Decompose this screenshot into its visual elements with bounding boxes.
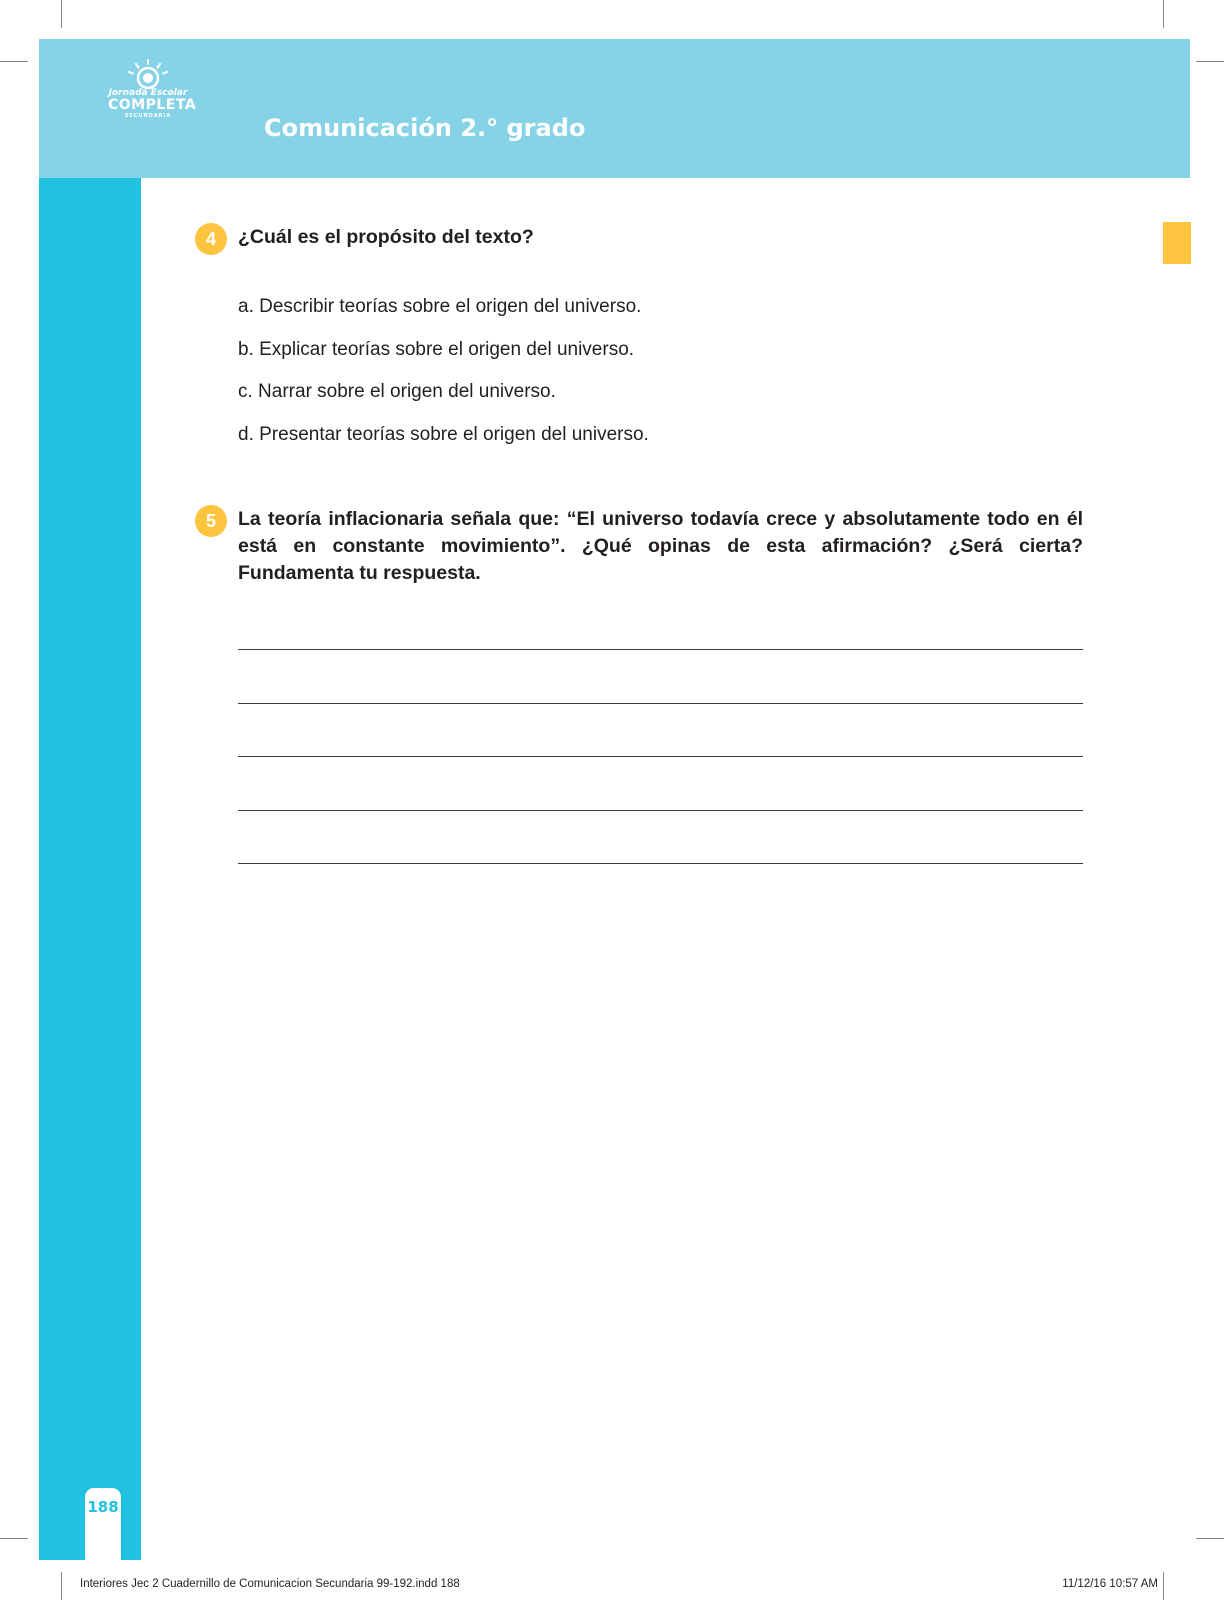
logo-text-completa: COMPLETA [108, 97, 197, 113]
option-b: b. Explicar teorías sobre el origen del universo. [238, 338, 635, 360]
answer-line[interactable] [238, 810, 1083, 811]
crop-mark-bottom-left [61, 1572, 62, 1600]
section-marker [1163, 222, 1191, 264]
left-sidebar-band [39, 178, 141, 1560]
question-number-badge: 5 [195, 505, 227, 537]
option-d: d. Presentar teorías sobre el origen del universo. [238, 423, 649, 445]
crop-mark-left-bottom [0, 1538, 28, 1539]
page-number: 188 [87, 1498, 119, 1516]
option-c: c. Narrar sobre el origen del universo. [238, 381, 556, 402]
option-a: a. Describir teorías sobre el origen del universo. [238, 296, 642, 317]
print-slug-timestamp: 11/12/16 10:57 AM [1062, 1578, 1158, 1590]
header-band [39, 39, 1190, 178]
sun-icon [108, 58, 188, 92]
crop-mark-top-left [61, 0, 62, 28]
program-logo [108, 58, 197, 120]
page-title: Comunicación 2.° grado [264, 114, 586, 142]
crop-mark-top-right [1163, 0, 1164, 28]
answer-line[interactable] [238, 703, 1083, 704]
crop-mark-bottom-right [1163, 1572, 1164, 1600]
question-4-text: ¿Cuál es el propósito del texto? [238, 226, 534, 248]
question-4-options [238, 294, 649, 464]
crop-mark-right-bottom [1196, 1538, 1224, 1539]
answer-line[interactable] [238, 756, 1083, 757]
question-number-badge: 4 [195, 223, 227, 255]
question-5-text: La teoría inflacionaria señala que: “El universo todavía crece y absolutamente todo en él está en constante movimiento”. ¿Qué opinas de esta afirmación? ¿Será cierta? Fundamenta tu respuesta. [238, 508, 1083, 584]
crop-mark-right-top [1196, 61, 1224, 62]
crop-mark-left-top [0, 61, 28, 62]
print-slug-filename: Interiores Jec 2 Cuadernillo de Comunicacion Secundaria 99-192.indd 188 [80, 1578, 460, 1590]
logo-text-secundaria: SECUNDARIA [124, 113, 172, 119]
answer-line[interactable] [238, 649, 1083, 650]
logo-text-jornada: Jornada Escolar [108, 88, 188, 98]
answer-line[interactable] [238, 863, 1083, 864]
